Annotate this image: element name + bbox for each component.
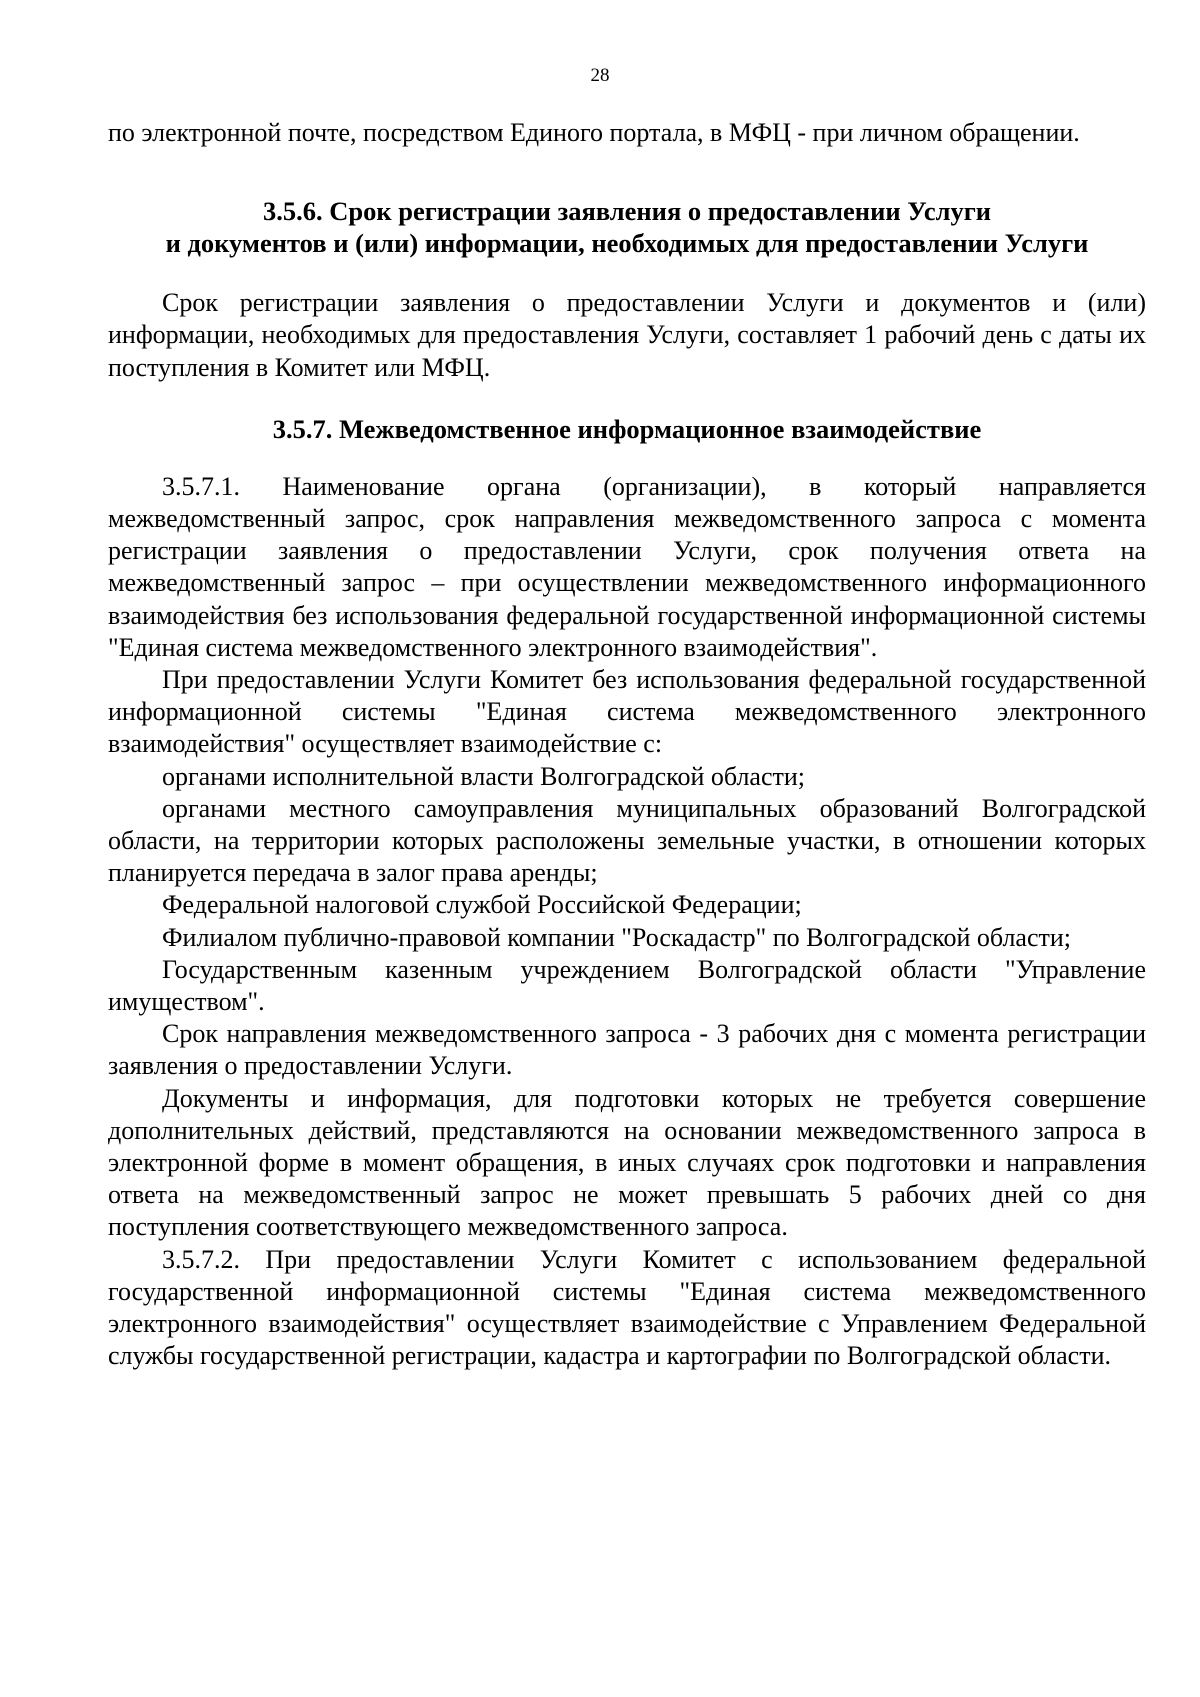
section-heading-3-5-6-line2: и документов и (или) информации, необходимых для предоставлении Услуги — [165, 228, 1089, 259]
section-heading-3-5-6 — [108, 195, 1146, 259]
list-item-executive-authorities: органами исполнительной власти Волгоградской области; — [162, 761, 806, 791]
list-item-property-management: Государственным казенным учреждением Волгоградской области "Управление имуществом". — [108, 954, 1146, 1017]
paragraph-request-term: Срок направления межведомственного запроса - 3 рабочих дня с момента регистрации заявления о предоставлении Услуги. — [108, 1019, 1146, 1081]
section-heading-3-5-6-line1: 3.5.6. Срок регистрации заявления о предоставлении Услуги — [262, 196, 991, 227]
section-3-5-6-paragraph: Срок регистрации заявления о предоставлении Услуги и документов и (или) информации, необходимых для предоставления Услуги, составляет 1 рабочий день с даты их поступления в Комитет или МФЦ. — [108, 288, 1146, 382]
intro-paragraph: по электронной почте, посредством Единого портала, в МФЦ - при личном обращении. — [108, 118, 1080, 147]
paragraph-interaction-intro: При предоставлении Услуги Комитет без использования федеральной государственной информационной системы "Единая система межведомственного электронного взаимодействия" осуществляет взаимодействие с: — [108, 665, 1146, 759]
page-number: 28 — [590, 65, 610, 86]
section-heading-3-5-7: 3.5.7. Межведомственное информационное взаимодействие — [272, 413, 982, 444]
paragraph-3-5-7-2: 3.5.7.2. При предоставлении Услуги Комитет с использованием федеральной государственной информационной системы "Единая система межведомственного электронного взаимодействия" осуществляет взаимодействие с Управлением Федеральной службы государственной регистрации, кадастра и картографии по Волгоградской области. — [108, 1244, 1146, 1371]
list-item-tax-service: Федеральной налоговой службой Российской Федерации; — [162, 890, 802, 920]
paragraph-documents-information: Документы и информация, для подготовки которых не требуется совершение дополнительных действий, представляются на основании межведомственного запроса в электронной форме в момент обращения, в иных случаях срок подготовки и направления ответа на межведомственный запрос не может превышать 5 рабочих дней со дня поступления соответствующего межведомственного запроса. — [108, 1083, 1146, 1242]
list-item-local-self-government: органами местного самоуправления муниципальных образований Волгоградской области, на территории которых расположены земельные участки, в отношении которых планируется передача в залог права аренды; — [108, 793, 1146, 888]
paragraph-3-5-7-1: 3.5.7.1. Наименование органа (организации), в который направляется межведомственный запрос, срок направления межведомственного запроса с момента регистрации заявления о предоставлении Услуги, срок получения ответа на межведомственный запрос – при осуществлении межведомственного информационного взаимодействия без использования федеральной государственной информационной системы "Единая система межведомственного электронного взаимодействия". — [108, 471, 1146, 662]
list-item-roskadastr: Филиалом публично-правовой компании "Роскадастр" по Волгоградской области; — [162, 922, 1071, 952]
document-body — [108, 117, 1146, 1373]
